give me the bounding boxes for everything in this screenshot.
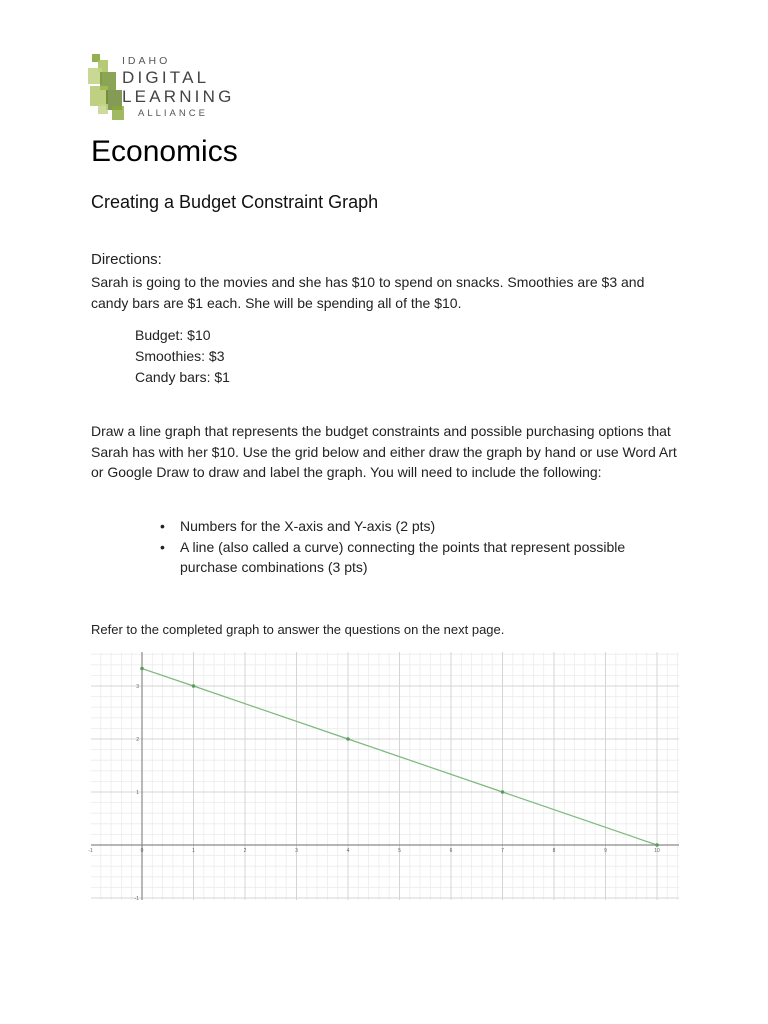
x-tick-label: 7 [501, 848, 504, 854]
logo-square [90, 86, 108, 106]
y-tick-label: 1 [136, 790, 139, 796]
idla-logo [86, 52, 256, 124]
x-tick-label: 8 [552, 848, 556, 854]
fact-budget: Budget: $10 [135, 327, 211, 343]
directions-text: Sarah is going to the movies and she has $10 to spend on snacks. Smoothies are $3 and candy bars are $1 each. She will be spending all of the $10. [91, 274, 645, 311]
x-tick-label: 1 [192, 848, 195, 854]
logo-alliance: ALLIANCE [138, 108, 208, 119]
logo-learning: LEARNING [122, 87, 235, 106]
logo-square [98, 104, 108, 114]
x-tick-label: 2 [243, 848, 247, 854]
x-tick-label: 0 [140, 848, 144, 854]
page-subtitle: Creating a Budget Constraint Graph [91, 192, 379, 212]
x-tick-label: 6 [449, 848, 453, 854]
list-item [160, 516, 680, 537]
bullet-icon: • [160, 518, 165, 534]
x-tick-label: 5 [398, 848, 401, 854]
fact-candy-bars: Candy bars: $1 [135, 369, 230, 385]
data-point [501, 790, 505, 794]
logo-square [112, 106, 124, 120]
requirements-list [160, 516, 680, 578]
x-tick-label: -1 [88, 848, 93, 854]
facts-list [135, 325, 230, 388]
budget-constraint-graph [88, 652, 679, 902]
y-tick-label: 3 [136, 684, 139, 690]
x-tick-label: 4 [346, 848, 350, 854]
x-tick-label: 3 [295, 848, 298, 854]
requirement-text: Numbers for the X-axis and Y-axis (2 pts) [180, 518, 436, 534]
y-tick-label: 2 [136, 737, 139, 743]
bullet-icon: • [160, 538, 165, 555]
fact-smoothies: Smoothies: $3 [135, 348, 225, 364]
list-item [160, 537, 680, 578]
page-title: Economics [91, 135, 238, 168]
graph-note: Refer to the completed graph to answer the questions on the next page. [91, 622, 505, 637]
logo-square [88, 68, 102, 84]
x-tick-label: 9 [604, 848, 607, 854]
data-point [346, 737, 350, 741]
instructions-text: Draw a line graph that represents the budget constraints and possible purchasing options that Sarah has with her $10. Use the grid below and either draw the graph by hand or use Word Art or Google Draw to draw and label the graph. You will need to include the following: [91, 423, 677, 480]
x-tick-label: 10 [654, 848, 660, 854]
data-point [655, 843, 659, 847]
data-point [192, 684, 196, 688]
directions-label: Directions: [91, 251, 162, 268]
y-tick-label: -1 [134, 896, 139, 902]
logo-idaho: IDAHO [122, 55, 171, 67]
requirement-text: A line (also called a curve) connecting the points that represent possible purchase combinations (3 pts) [180, 538, 626, 575]
logo-digital: DIGITAL [122, 68, 210, 87]
data-point [140, 667, 144, 671]
